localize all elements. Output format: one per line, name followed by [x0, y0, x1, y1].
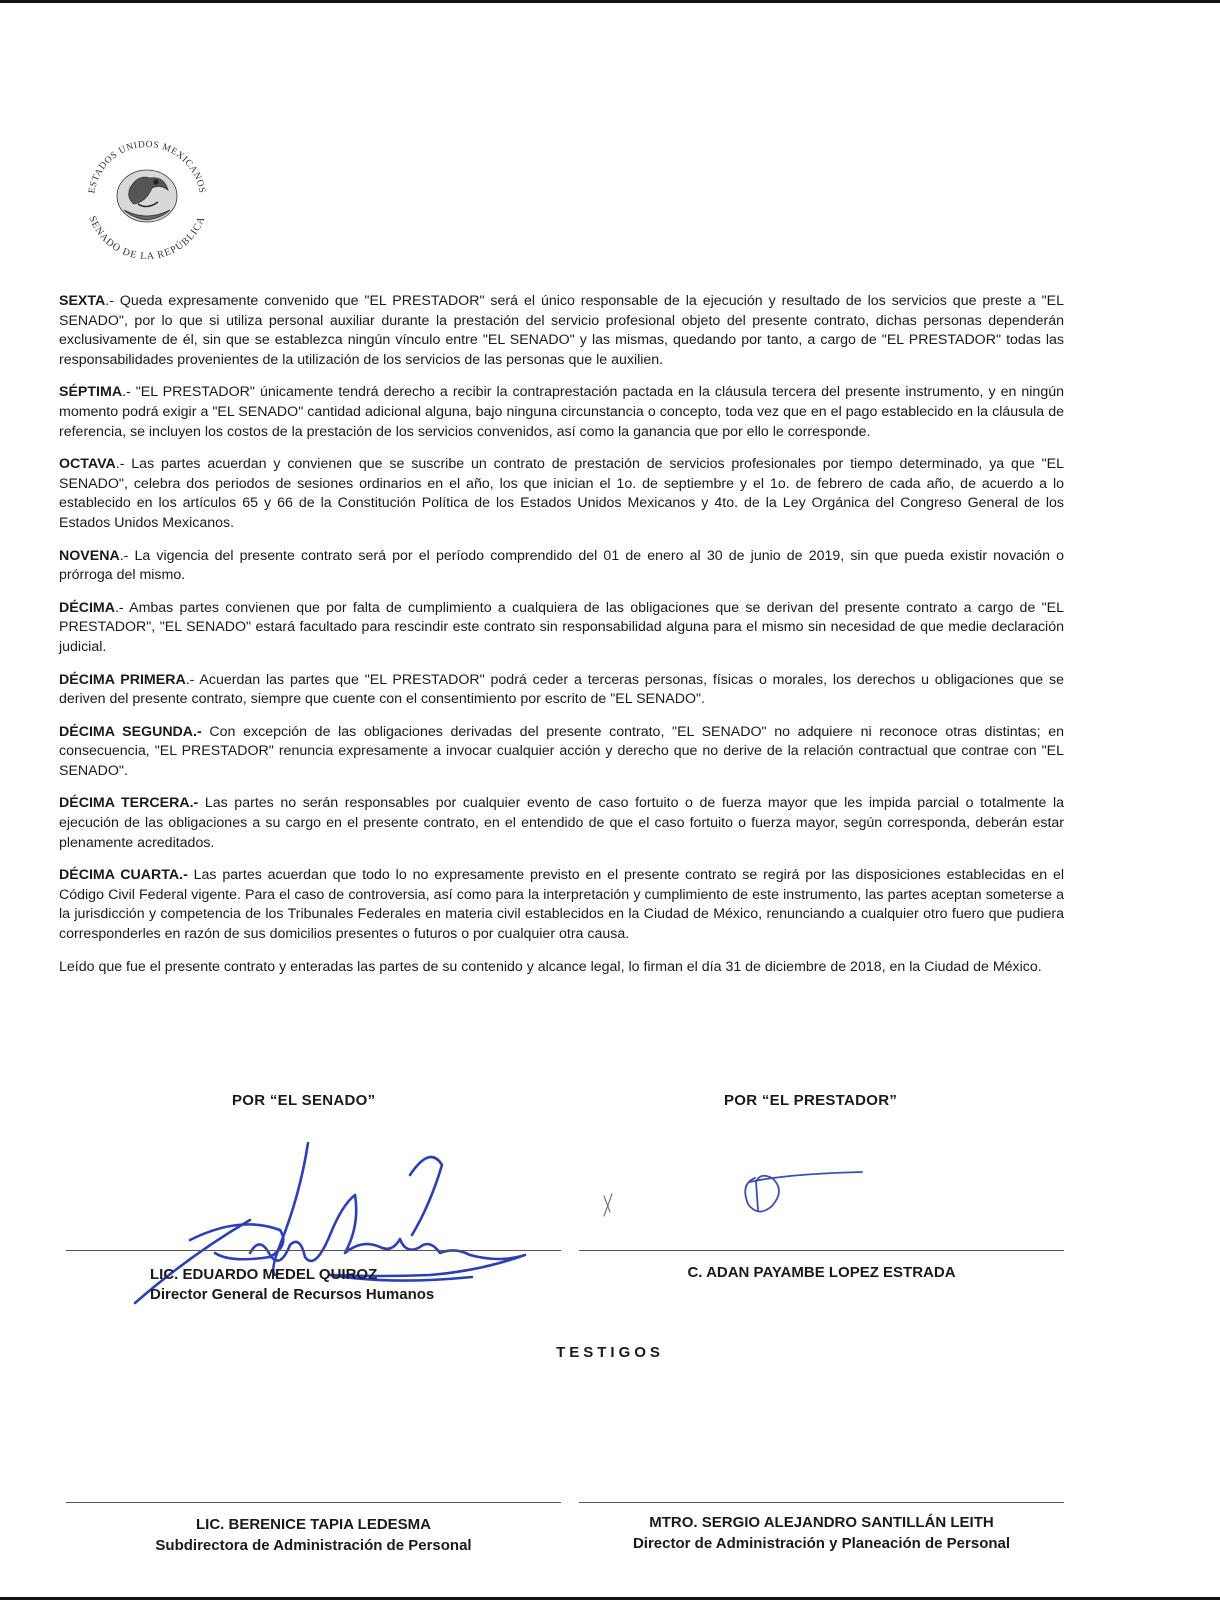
- clause-heading: DÉCIMA: [59, 599, 115, 616]
- clause-text: .- Acuerdan las partes que "EL PRESTADOR" podrá ceder a terceras personas, físicas o morales, los derechos u obligaciones que se deriven del presente contrato, siempre que cuente con el consentimiento por escrito de "EL SENADO".: [59, 671, 1064, 708]
- clause-heading: OCTAVA: [59, 456, 116, 473]
- clause-decima-segunda: [59, 723, 1064, 782]
- clause-text: .- Las partes acuerdan y convienen que se suscribe un contrato de prestación de servicios profesionales por tiempo determinado, ya que "EL SENADO", celebra dos periodos de sesiones ordinarios en el año, los que inician el 1o. de septiembre y el 1o. de febrero de cada año, de acuerdo a lo establecido en los artículos 65 y 66 de la Constitución Política de los Estados Unidos Mexicanos y 4to. de la Ley Orgánica del Congreso General de los Estados Unidos Mexicanos.: [59, 456, 1064, 531]
- signature-line-witness-left: [66, 1502, 561, 1503]
- signature-line-prestador: [579, 1250, 1064, 1251]
- clause-text: .- Queda expresamente convenido que "EL PRESTADOR" será el único responsable de la ejecución y resultado de los servicios que preste a "EL SENADO", por lo que si utiliza personal auxiliar durante la prestación del servicio profesional objeto del presente contrato, dichas personas dependerán exclusivamente de él, sin que se establezca ningún vínculo entre "EL SENADO" y las mismas, quedando por tanto, a cargo de "EL PRESTADOR" todas las responsabilidades provenientes de la utilización de los servicios de las personas que le auxilien.: [59, 293, 1064, 368]
- clause-text: .- La vigencia del presente contrato será por el período comprendido del 01 de enero al 30 de junio de 2019, sin que pueda existir novación o prórroga del mismo.: [59, 547, 1064, 584]
- clause-text: .- Ambas partes convienen que por falta de cumplimiento a cualquiera de las obligaciones que se derivan del presente contrato a cargo de "EL PRESTADOR", "EL SENADO" estará facultado para rescindir este contrato sin responsabilidad alguna para el mismo sin necesidad de que medie declaración judicial.: [59, 599, 1064, 655]
- witness-title-right: Director de Administración y Planeación de Personal: [632, 1535, 1011, 1552]
- signer-name-prestador: C. ADAN PAYAMBE LOPEZ ESTRADA: [687, 1264, 956, 1281]
- clause-text: Las partes acuerdan que todo lo no expresamente previsto en el presente contrato se regirá por las disposiciones establecidas en el Código Civil Federal vigente. Para el caso de controversia, así como para la interpretación y cumplimiento de este instrumento, las partes aceptan someterse a la jurisdicción y competencia de los Tribunales Federales en materia civil establecidos en la Ciudad de México, renunciando a cualquier otro fuero que pudiera corresponderles en razón de sus domicilios presentes o futuros o por cualquier otra causa.: [59, 867, 1064, 943]
- clause-heading: DÉCIMA SEGUNDA.-: [59, 723, 202, 740]
- svg-text:SENADO DE LA REPÚBLICA: SENADO DE LA REPÚBLICA: [86, 214, 208, 263]
- clause-heading: DÉCIMA PRIMERA: [59, 671, 186, 688]
- clause-octava: [59, 455, 1064, 533]
- bottom-border: [0, 1597, 1220, 1600]
- witness-name-right: MTRO. SERGIO ALEJANDRO SANTILLÁN LEITH: [649, 1514, 994, 1531]
- clause-decima-cuarta: [59, 866, 1064, 944]
- clause-heading: NOVENA: [59, 547, 120, 564]
- clause-decima: [59, 599, 1064, 658]
- clause-novena: [59, 547, 1064, 586]
- signature-line-senado: [66, 1250, 561, 1251]
- clause-sexta: [59, 292, 1064, 370]
- senado-seal-logo: [72, 118, 222, 268]
- clause-heading: SEXTA: [59, 293, 106, 309]
- clause-septima: [59, 383, 1064, 442]
- contract-body: [59, 292, 1064, 990]
- clause-decima-primera: [59, 671, 1064, 710]
- witnesses-heading: TESTIGOS: [556, 1344, 664, 1361]
- clause-text: Con excepción de las obligaciones derivadas del presente contrato, "EL SENADO" no adquiere ni reconoce otras distintas; en consecuencia, "EL PRESTADOR" renuncia expresamente a invocar cualquier acción y derecho que no derive de la relación contractual que contrae con "EL SENADO".: [59, 723, 1064, 779]
- witness-name-left: LIC. BERENICE TAPIA LEDESMA: [195, 1516, 431, 1533]
- clause-decima-tercera: [59, 794, 1064, 853]
- signature-header-prestador: POR “EL PRESTADOR”: [724, 1092, 898, 1109]
- signer-name-senado: LIC. EDUARDO MEDEL QUIROZ: [150, 1266, 378, 1283]
- clause-heading: SÉPTIMA: [59, 384, 123, 401]
- closing-paragraph: Leído que fue el presente contrato y enteradas las partes de su contenido y alcance legal, lo firman el día 31 de diciembre de 2018, en la Ciudad de México.: [59, 958, 1042, 975]
- signature-header-senado: POR “EL SENADO”: [232, 1092, 376, 1109]
- signature-line-witness-right: [579, 1502, 1064, 1503]
- clause-heading: DÉCIMA CUARTA.-: [59, 867, 188, 884]
- top-border: [0, 0, 1220, 3]
- clause-text: Las partes no serán responsables por cualquier evento de caso fortuito o de fuerza mayor que les impida parcial o totalmente la ejecución de las obligaciones a su cargo en el presente contrato, en el entendido de que el caso fortuito o fuerza mayor, según corresponda, deberán estar plenamente acreditados.: [59, 795, 1064, 851]
- clause-text: .- "EL PRESTADOR" únicamente tendrá derecho a recibir la contraprestación pactada en la cláusula tercera del presente instrumento, y en ningún momento podrá exigir a "EL SENADO" cantidad adicional alguna, bajo ninguna circunstancia o concepto, toda vez que en el pago establecido en la cláusula de referencia, se incluyen los costos de la prestación de los servicios convenidos, así como la ganancia que por ello le corresponde.: [59, 384, 1064, 440]
- svg-text:ESTADOS UNIDOS MEXICANOS: ESTADOS UNIDOS MEXICANOS: [87, 139, 207, 195]
- signer-title-senado: Director General de Recursos Humanos: [150, 1286, 435, 1303]
- signature-prestador-handwritten: [600, 1160, 900, 1230]
- witness-title-left: Subdirectora de Administración de Personal: [155, 1537, 472, 1554]
- clause-heading: DÉCIMA TERCERA.-: [59, 795, 199, 812]
